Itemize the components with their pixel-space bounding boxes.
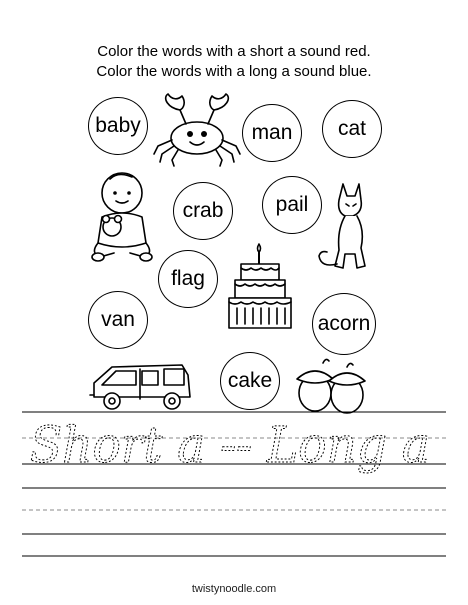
- word-bubble-crab[interactable]: crab: [173, 182, 233, 240]
- baby-illustration: [88, 165, 168, 265]
- crab-illustration: [150, 88, 245, 168]
- footer-site[interactable]: twistynoodle.com: [191, 583, 277, 595]
- word-bubble-flag[interactable]: flag: [158, 250, 218, 308]
- cat-illustration: [315, 180, 380, 275]
- word-bubble-acorn[interactable]: acorn: [312, 293, 376, 355]
- cake-illustration: [225, 240, 305, 335]
- word-bubble-cake[interactable]: cake: [220, 352, 280, 410]
- word-bubble-man[interactable]: man: [242, 104, 302, 162]
- word-bubble-pail[interactable]: pail: [262, 176, 322, 234]
- instruction-line-1: Color the words with a short a sound red.: [97, 43, 371, 60]
- word-bubble-baby[interactable]: baby: [88, 97, 148, 155]
- word-bubble-van[interactable]: van: [88, 291, 148, 349]
- handwriting-practice-area: [0, 398, 468, 578]
- word-bubble-cat[interactable]: cat: [322, 100, 382, 158]
- instruction-line-2: Color the words with a long a sound blue.: [96, 63, 372, 80]
- trace-text: Short a -- Long a: [30, 416, 430, 474]
